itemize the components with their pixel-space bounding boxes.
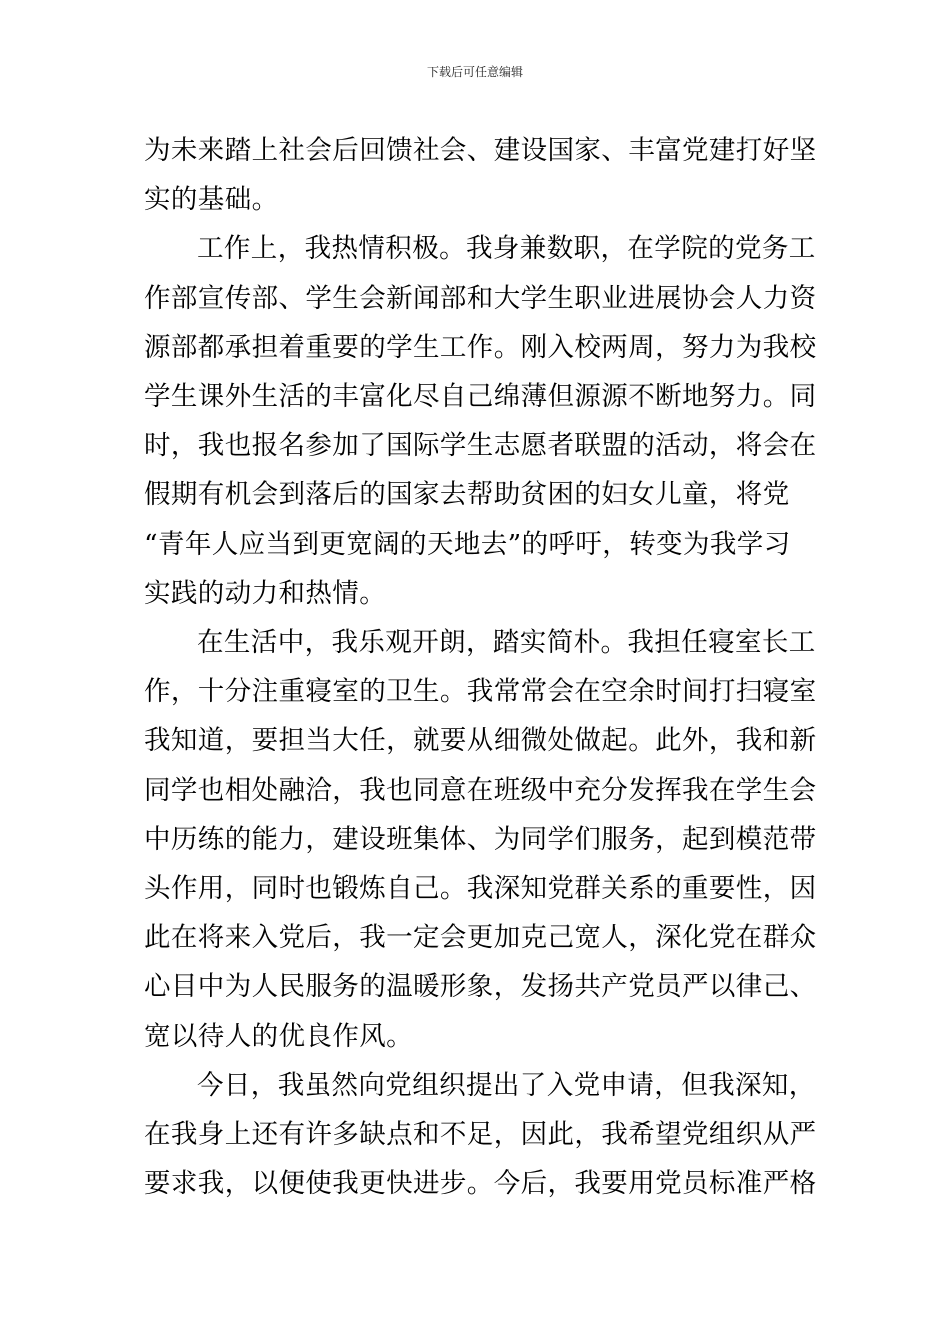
- text-line: 在生活中，我乐观开朗，踏实简朴。我担任寝室长工: [197, 627, 816, 659]
- text-line: 实的基础。: [144, 184, 279, 216]
- text-line: 要求我，以便使我更快进步。今后，我要用党员标准严格: [144, 1168, 817, 1200]
- paragraph-2: [144, 224, 817, 618]
- text-line: 心目中为人民服务的温暖形象，发扬共产党员严以律己、: [144, 971, 817, 1003]
- text-line: 宽以待人的优良作风。: [144, 1020, 413, 1052]
- text-line: 同学也相处融洽，我也同意在班级中充分发挥我在学生会: [144, 774, 817, 806]
- paragraph-3: [144, 618, 817, 1061]
- text-line: 学生课外生活的丰富化尽自己绵薄但源源不断地努力。同: [144, 381, 817, 413]
- text-line: 源部都承担着重要的学生工作。刚入校两周，努力为我校: [144, 331, 817, 363]
- text-line: 作部宣传部、学生会新闻部和大学生职业进展协会人力资: [144, 282, 817, 314]
- text-line: 工作上，我热情积极。我身兼数职，在学院的党务工: [197, 233, 816, 265]
- page-header-note: 下载后可任意编辑: [426, 65, 523, 79]
- text-line: 作，十分注重寝室的卫生。我常常会在空余时间打扫寝室: [144, 676, 817, 708]
- paragraph-1: [144, 126, 817, 224]
- text-line: “青年人应当到更宽阔的天地去”的呼吁，转变为我学习: [144, 528, 791, 560]
- paragraph-4: [144, 1061, 817, 1209]
- text-line: 假期有机会到落后的国家去帮助贫困的妇女儿童，将党: [144, 479, 790, 511]
- text-line: 中历练的能力，建设班集体、为同学们服务，起到模范带: [144, 823, 817, 855]
- text-line: 在我身上还有许多缺点和不足，因此，我希望党组织从严: [144, 1119, 817, 1151]
- text-line: 此在将来入党后，我一定会更加克己宽人，深化党在群众: [144, 922, 817, 954]
- text-line: 今日，我虽然向党组织提出了入党申请，但我深知，: [197, 1069, 816, 1101]
- text-line: 时，我也报名参加了国际学生志愿者联盟的活动，将会在: [144, 430, 817, 462]
- text-line: 头作用，同时也锻炼自己。我深知党群关系的重要性，因: [144, 873, 817, 905]
- text-line: 实践的动力和热情。: [144, 577, 387, 609]
- text-line: 我知道，要担当大任，就要从细微处做起。此外，我和新: [144, 725, 817, 757]
- text-line: 为未来踏上社会后回馈社会、建设国家、丰富党建打好坚: [144, 135, 817, 166]
- document-body: [144, 126, 817, 1208]
